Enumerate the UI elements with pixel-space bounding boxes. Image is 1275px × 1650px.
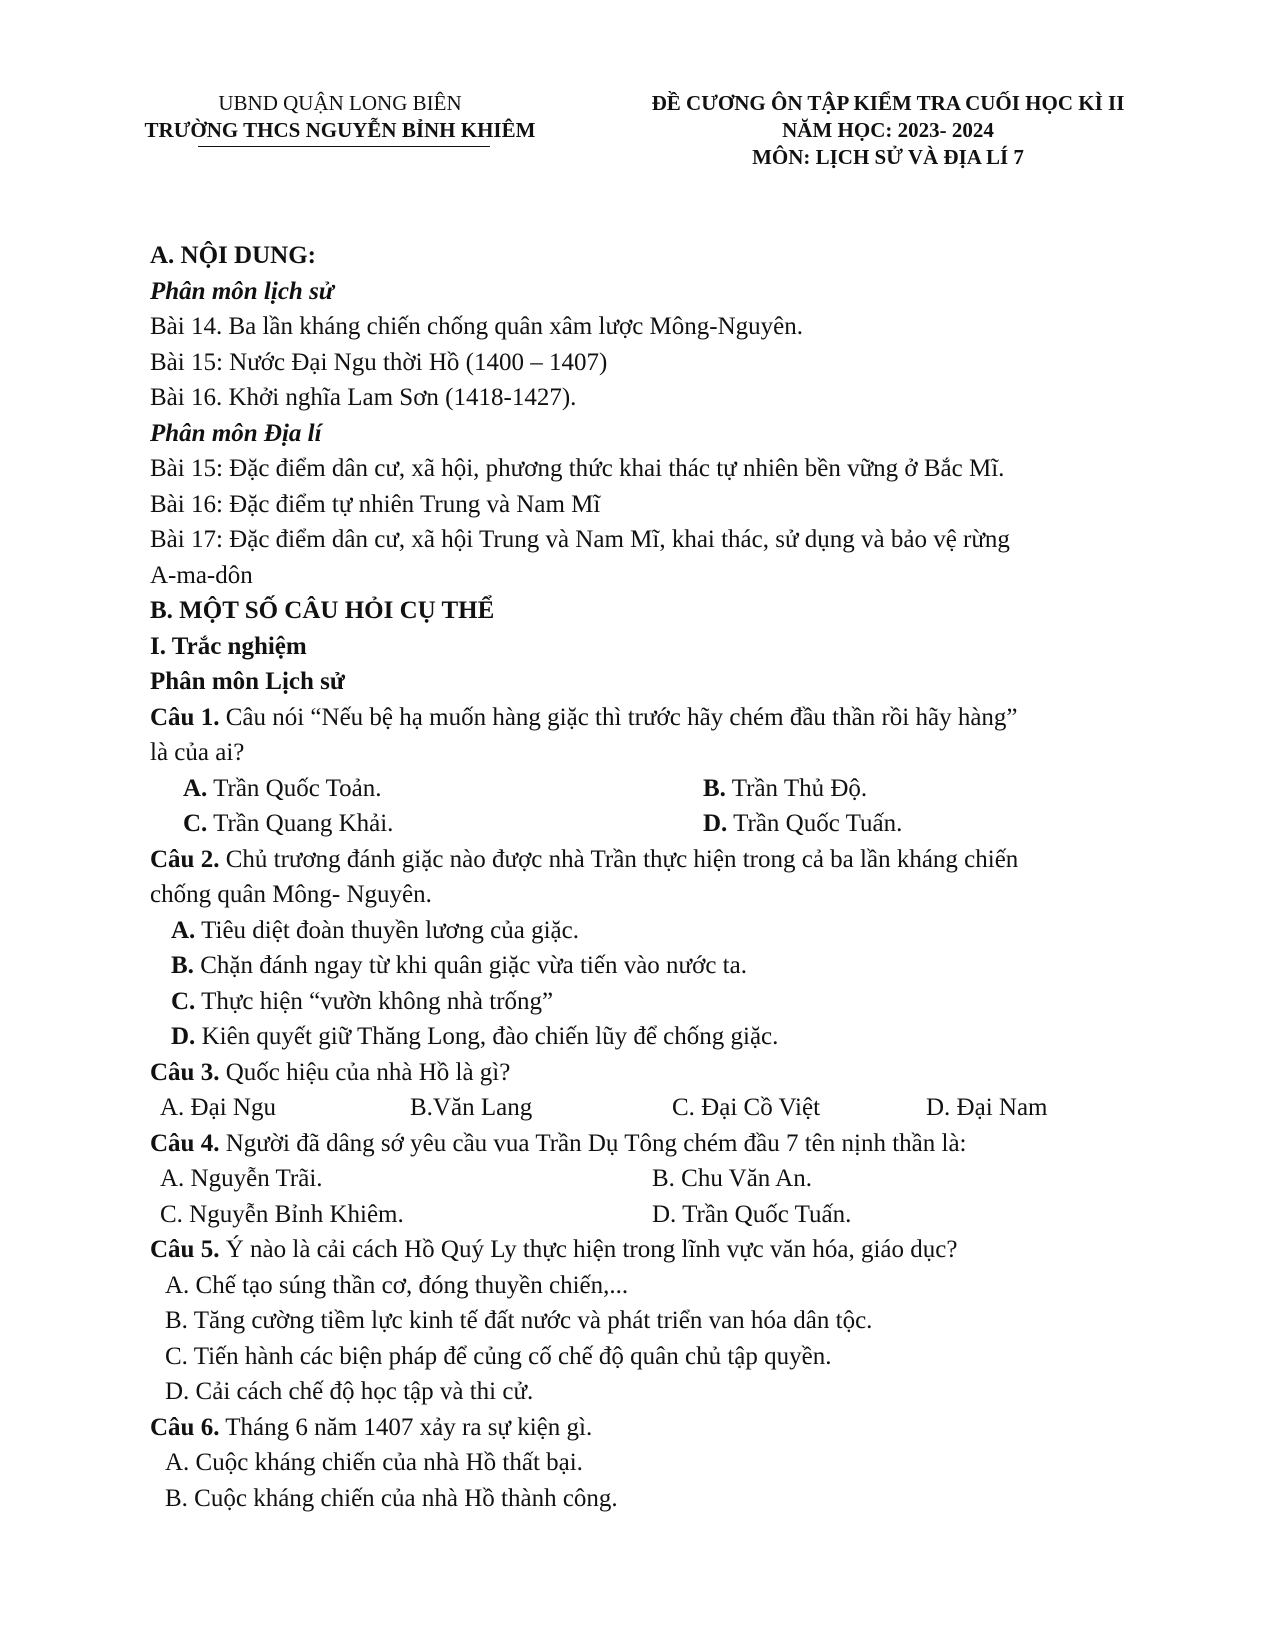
answer-option: A. Tiêu diệt đoàn thuyền lương của giặc. bbox=[171, 916, 579, 944]
document-header bbox=[598, 90, 1178, 171]
question-2 bbox=[150, 842, 1210, 878]
answer-row bbox=[150, 1197, 1210, 1233]
school-name: TRƯỜNG THCS NGUYỄN BỈNH KHIÊM bbox=[144, 118, 536, 142]
school-header bbox=[120, 90, 560, 144]
answer-option: D. Trần Quốc Tuấn. bbox=[652, 1200, 852, 1228]
question-6 bbox=[150, 1410, 1210, 1446]
question-text: Tháng 6 năm 1407 xảy ra sự kiện gì. bbox=[219, 1413, 593, 1441]
history-part-heading: Phân môn Lịch sử bbox=[150, 668, 345, 695]
answer-option: C. Trần Quang Khải. bbox=[183, 810, 394, 837]
answer-option: B. Chu Văn An. bbox=[652, 1165, 812, 1192]
answer-row bbox=[150, 771, 1210, 807]
multiple-choice-heading: I. Trắc nghiệm bbox=[150, 632, 307, 660]
answer-option: B. Tăng cường tiềm lực kinh tế đất nước và phát triển van hóa dân tộc. bbox=[165, 1307, 873, 1334]
history-lesson: Bài 14. Ba lần kháng chiến chống quân xâm lược Mông-Nguyên. bbox=[150, 313, 804, 340]
answer-option: C. Đại Cồ Việt bbox=[672, 1094, 821, 1121]
header-underline bbox=[198, 146, 490, 147]
history-lesson: Bài 15: Nước Đại Ngu thời Hồ (1400 – 1407) bbox=[150, 348, 608, 376]
geography-lesson: Bài 17: Đặc điểm dân cư, xã hội Trung và Nam Mĩ, khai thác, sử dụng và bảo vệ rừng bbox=[150, 526, 1010, 553]
answer-option: B.Văn Lang bbox=[410, 1094, 533, 1121]
question-label: Câu 5. bbox=[150, 1236, 220, 1263]
question-text: Quốc hiệu của nhà Hồ là gì? bbox=[219, 1058, 511, 1086]
answer-option: C. Nguyễn Bỉnh Khiêm. bbox=[160, 1200, 404, 1228]
answer-option: C. Thực hiện “vườn không nhà trống” bbox=[171, 987, 554, 1015]
answer-row bbox=[150, 1161, 1210, 1197]
answer-option: A. Trần Quốc Toản. bbox=[183, 774, 382, 802]
answer-option: A. Đại Ngu bbox=[160, 1094, 276, 1121]
question-1 bbox=[150, 700, 1210, 736]
answer-row bbox=[150, 1090, 1210, 1126]
history-section-title: Phân môn lịch sử bbox=[150, 277, 334, 305]
question-text: Câu nói “Nếu bệ hạ muốn hàng giặc thì trước hãy chém đầu thần rồi hãy hàng” bbox=[219, 703, 1018, 731]
answer-option: A. Cuộc kháng chiến của nhà Hồ thất bại. bbox=[165, 1449, 583, 1476]
geography-lesson: Bài 16: Đặc điểm tự nhiên Trung và Nam Mĩ bbox=[150, 490, 601, 518]
subject-name: MÔN: LỊCH SỬ VÀ ĐỊA LÍ 7 bbox=[752, 145, 1024, 169]
geography-lesson-continued: A-ma-dôn bbox=[150, 561, 253, 589]
question-2-continued: chống quân Mông- Nguyên. bbox=[150, 881, 432, 908]
answer-option: B. Chặn đánh ngay từ khi quân giặc vừa tiến vào nước ta. bbox=[171, 952, 747, 979]
district-name: UBND QUẬN LONG BIÊN bbox=[218, 91, 462, 115]
question-label: Câu 2. bbox=[150, 845, 220, 873]
answer-row bbox=[150, 806, 1210, 842]
answer-option: D. Cải cách chế độ học tập và thi cử. bbox=[165, 1378, 534, 1405]
history-lesson: Bài 16. Khởi nghĩa Lam Sơn (1418-1427). bbox=[150, 384, 577, 411]
answer-option: B. Trần Thủ Độ. bbox=[703, 774, 868, 802]
answer-option: D. Đại Nam bbox=[926, 1094, 1048, 1121]
question-5 bbox=[150, 1232, 1210, 1268]
document-title: ĐỀ CƯƠNG ÔN TẬP KIỂM TRA CUỐI HỌC KÌ II bbox=[651, 91, 1125, 115]
question-label: Câu 6. bbox=[150, 1413, 220, 1441]
answer-option: A. Chế tạo súng thần cơ, đóng thuyền chiến,... bbox=[165, 1271, 629, 1299]
school-year: NĂM HỌC: 2023- 2024 bbox=[782, 118, 994, 142]
question-label: Câu 1. bbox=[150, 703, 220, 731]
geography-lesson: Bài 15: Đặc điểm dân cư, xã hội, phương thức khai thác tự nhiên bền vững ở Bắc Mĩ. bbox=[150, 455, 1005, 482]
question-text: Người đã dâng sớ yêu cầu vua Trần Dụ Tông chém đầu 7 tên nịnh thần là: bbox=[219, 1129, 967, 1157]
question-text: Chủ trương đánh giặc nào được nhà Trần thực hiện trong cả ba lần kháng chiến bbox=[219, 845, 1019, 873]
document-body bbox=[150, 238, 1210, 1516]
answer-option: B. Cuộc kháng chiến của nhà Hồ thành công. bbox=[165, 1484, 618, 1512]
answer-option: A. Nguyễn Trãi. bbox=[160, 1165, 323, 1192]
question-3 bbox=[150, 1055, 1210, 1091]
question-label: Câu 3. bbox=[150, 1058, 220, 1086]
answer-option: C. Tiến hành các biện pháp để củng cố chế độ quân chủ tập quyền. bbox=[165, 1342, 832, 1370]
question-label: Câu 4. bbox=[150, 1129, 220, 1157]
section-b-heading: B. MỘT SỐ CÂU HỎI CỤ THỂ bbox=[150, 597, 495, 624]
geography-section-title: Phân môn Địa lí bbox=[150, 419, 322, 447]
answer-option: D. Kiên quyết giữ Thăng Long, đào chiến lũy để chống giặc. bbox=[171, 1023, 779, 1050]
question-4 bbox=[150, 1126, 1210, 1162]
section-a-heading: A. NỘI DUNG: bbox=[150, 242, 316, 269]
answer-option: D. Trần Quốc Tuấn. bbox=[703, 810, 903, 837]
question-1-continued: là của ai? bbox=[150, 739, 245, 766]
question-text: Ý nào là cải cách Hồ Quý Ly thực hiện trong lĩnh vực văn hóa, giáo dục? bbox=[219, 1236, 958, 1263]
